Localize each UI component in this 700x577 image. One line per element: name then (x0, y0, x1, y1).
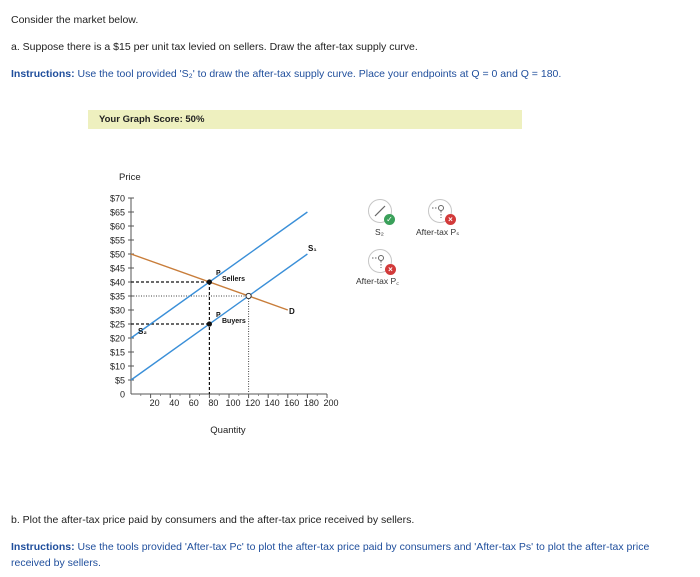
x-icon: × (445, 214, 456, 225)
x-icon: × (385, 264, 396, 275)
graph-score-bar: Your Graph Score: 50% (88, 110, 522, 129)
y-ticks (110, 194, 134, 400)
after-tax-pc-tool-label: After-tax P꜀ (356, 276, 400, 286)
y-tick-label: $55 (109, 235, 125, 246)
s2-label: S₂ (138, 327, 147, 336)
check-icon: ✓ (384, 214, 395, 225)
y-tick-label: $35 (109, 291, 125, 302)
y-axis-label: Price (119, 172, 141, 183)
sellers-label: Sellers (222, 276, 245, 283)
s2-tool-label: S₂ (375, 227, 384, 237)
d-label: D (289, 307, 295, 316)
y-tick-label: $20 (109, 333, 125, 344)
part-b-instructions (11, 539, 671, 571)
part-a-text: a. Suppose there is a $15 per unit tax levied on sellers. Draw the after-tax supply curve. (11, 41, 418, 53)
seller-price-point[interactable] (207, 321, 212, 326)
y-tick-label: 0 (119, 389, 125, 400)
y-tick-label: $10 (109, 361, 125, 372)
x-tick-label: 200 (323, 398, 339, 408)
part-a-instructions-text: Use the tool provided 'S₂' to draw the after-tax supply curve. Place your endpoints at Q = 0 and Q = 180. (77, 68, 562, 80)
instructions-label: Instructions: (11, 68, 75, 80)
y-tick-label: $65 (109, 207, 125, 218)
x-axis-label: Quantity (210, 425, 246, 436)
y-tick-label: $50 (109, 249, 125, 260)
part-b-instructions-text: Use the tools provided 'After-tax Pc' to plot the after-tax price paid by consumers and 'After-tax Ps' to plot the after-tax price received by sellers. (11, 541, 650, 569)
y-tick-label: $5 (114, 375, 125, 386)
y-tick-label: $30 (109, 305, 125, 316)
buyers-label: Buyers (222, 318, 246, 325)
y-tick-label: $15 (109, 347, 125, 358)
x-tick-label: 120 (245, 398, 261, 408)
x-tick-label: 40 (169, 398, 180, 408)
s1-label: S₁ (308, 244, 317, 253)
p-label-top: P (216, 270, 221, 277)
equilibrium-point (246, 293, 251, 298)
x-tick-label: 140 (264, 398, 280, 408)
after-tax-ps-tool-label: After-tax Pₛ (416, 227, 460, 237)
y-tick-label: $60 (109, 221, 125, 232)
x-tick-label: 160 (284, 398, 300, 408)
intro-text: Consider the market below. (11, 14, 139, 26)
x-tick-label: 60 (188, 398, 199, 408)
x-tick-label: 80 (208, 398, 219, 408)
x-tick-label: 20 (149, 398, 160, 408)
x-tick-label: 100 (225, 398, 241, 408)
p-label-bottom: P (216, 312, 221, 319)
x-tick-label: 180 (303, 398, 319, 408)
x-ticks (141, 394, 339, 408)
after-tax-ps-tool-button[interactable] (428, 199, 452, 223)
y-tick-label: $25 (109, 319, 125, 330)
y-tick-label: $70 (109, 193, 125, 204)
after-tax-pc-tool-button[interactable] (368, 249, 392, 273)
buyer-price-point[interactable] (207, 279, 212, 284)
y-tick-label: $45 (109, 263, 125, 274)
part-b-text: b. Plot the after-tax price paid by consumers and the after-tax price received by sellers. (11, 514, 415, 526)
s2-tool-button[interactable] (368, 199, 392, 223)
y-tick-label: $40 (109, 277, 125, 288)
instructions-label: Instructions: (11, 541, 75, 553)
